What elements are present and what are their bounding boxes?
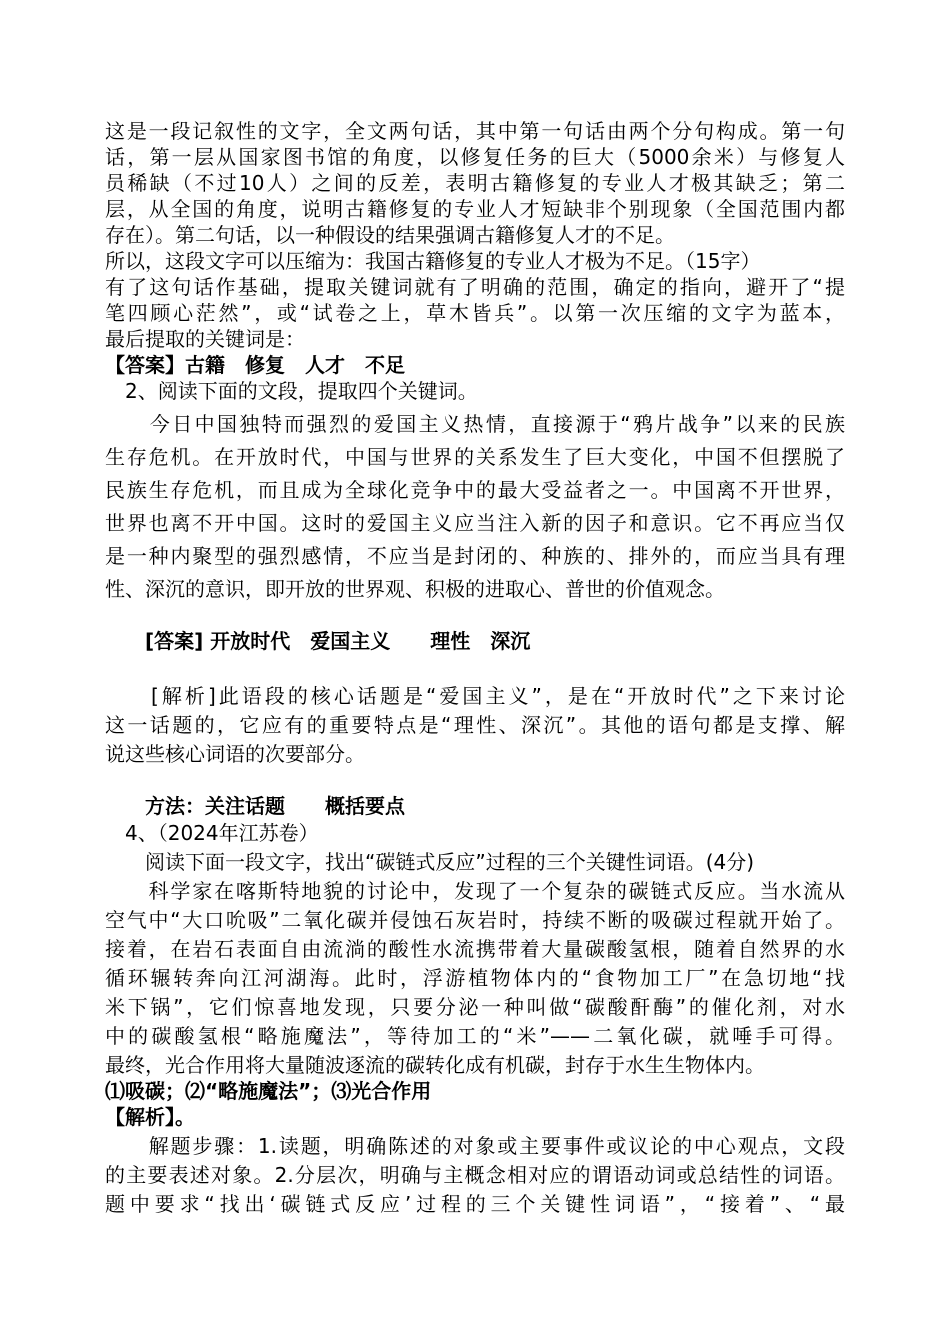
answer-line: ⑴吸碳；⑵“略施魔法”；⑶光合作用 <box>105 1079 432 1103</box>
answer-line: [答案] 开放时代 爱国主义 理性 深沉 <box>105 629 531 653</box>
analysis-line: [解析]此语段的核心话题是“爱国主义”，是在“开放时代”之下来讨论 <box>105 684 845 708</box>
paragraph-line: 中的碳酸氢根“略施魔法”，等待加工的“米”——二氧化碳，就唾手可得。 <box>105 1024 845 1048</box>
paragraph-line: 存在）。第二句话，以一种假设的结果强调古籍修复人才的不足。 <box>105 223 675 247</box>
paragraph-line: 的主要表述对象。2.分层次，明确与主概念相对应的谓语动词或总结性的词语。 <box>105 1163 845 1187</box>
paragraph-line: 话，第一层从国家图书馆的角度，以修复任务的巨大（5000余米）与修复人 <box>105 145 845 169</box>
method-heading: 方法：关注话题 概括要点 <box>105 794 405 818</box>
paragraph-line: 阅读下面一段文字，找出“碳链式反应”过程的三个关键性词语。(4分) <box>105 850 755 874</box>
paragraph-line: 空气中“大口吮吸”二氧化碳并侵蚀石灰岩时，持续不断的吸碳过程就开始了。 <box>105 908 845 932</box>
paragraph-line: 说这些核心词语的次要部分。 <box>105 742 365 766</box>
paragraph-line: 层，从全国的角度，说明古籍修复的专业人才短缺非个别现象（全国范围内都 <box>105 197 845 221</box>
paragraph-line: 员稀缺（不过10人）之间的反差，表明古籍修复的专业人才极其缺乏；第二 <box>105 171 845 195</box>
paragraph-line: 笔四顾心茫然”，或“试卷之上，草木皆兵”。以第一次压缩的文字为蓝本， <box>105 301 845 325</box>
paragraph-line: 这一话题的，它应有的重要特点是“理性、深沉”。其他的语句都是支撑、解 <box>105 713 845 737</box>
paragraph-line: 世界也离不开中国。这时的爱国主义应当注入新的因子和意识。它不再应当仅 <box>105 511 845 535</box>
paragraph-line: 接着，在岩石表面自由流淌的酸性水流携带着大量碳酸氢根，随着自然界的水 <box>105 937 845 961</box>
paragraph-line: 解题步骤：1.读题，明确陈述的对象或主要事件或议论的中心观点，文段 <box>105 1134 845 1158</box>
question-heading: 4、（2024年江苏卷） <box>105 821 319 845</box>
answer-line: 【答案】古籍 修复 人才 不足 <box>105 353 405 377</box>
paragraph-line: 科学家在喀斯特地貌的讨论中，发现了一个复杂的碳链式反应。当水流从 <box>105 879 845 903</box>
paragraph-line: 最后提取的关键词是： <box>105 327 305 351</box>
paragraph-line: 最终，光合作用将大量随波逐流的碳转化成有机碳，封存于水生生物体内。 <box>105 1053 765 1077</box>
paragraph-line: 循环辗转奔向江河湖海。此时，浮游植物体内的“食物加工厂”在急切地“找 <box>105 966 845 990</box>
paragraph-line: 题中要求“找出‘碳链式反应’过程的三个关键性词语”，“接着”、“最 <box>105 1192 845 1216</box>
paragraph-line: 有了这句话作基础，提取关键词就有了明确的范围，确定的指向，避开了“提 <box>105 275 845 299</box>
paragraph-line: 米下锅”，它们惊喜地发现，只要分泌一种叫做“碳酸酐酶”的催化剂，对水 <box>105 995 845 1019</box>
paragraph-line: 民族生存危机，而且成为全球化竞争中的最大受益者之一。中国离不开世界， <box>105 478 845 502</box>
paragraph-line: 所以，这段文字可以压缩为：我国古籍修复的专业人才极为不足。（15字） <box>105 249 761 273</box>
paragraph-line: 今日中国独特而强烈的爱国主义热情，直接源于“鸦片战争”以来的民族 <box>105 412 845 436</box>
question-heading: 2、阅读下面的文段，提取四个关键词。 <box>105 379 478 403</box>
analysis-heading: 【解析】。 <box>105 1105 195 1129</box>
paragraph-line: 这是一段记叙性的文字，全文两句话，其中第一句话由两个分句构成。第一句 <box>105 119 845 143</box>
paragraph-line: 是一种内聚型的强烈感情，不应当是封闭的、种族的、排外的，而应当具有理 <box>105 544 845 568</box>
paragraph-line: 生存危机。在开放时代，中国与世界的关系发生了巨大变化，中国不但摆脱了 <box>105 445 845 469</box>
paragraph-line: 性、深沉的意识，即开放的世界观、积极的进取心、普世的价值观念。 <box>105 577 725 601</box>
